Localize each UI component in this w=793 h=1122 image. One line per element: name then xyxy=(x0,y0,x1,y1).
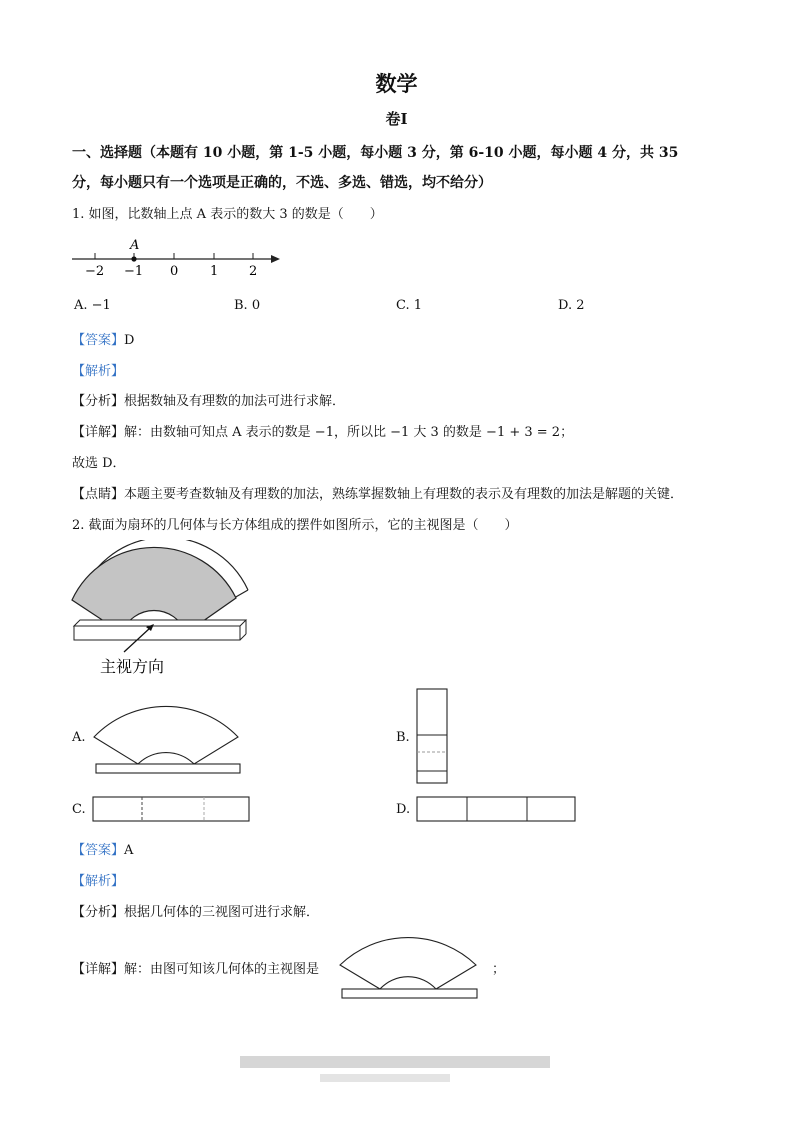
q1-stem: 1. 如图，比数轴上点 A 表示的数大 3 的数是（ ） xyxy=(72,207,383,222)
q2-answer xyxy=(72,839,133,858)
paper-label: 卷Ⅰ xyxy=(385,110,408,128)
tick-label: 2 xyxy=(249,264,258,279)
q2-stem: 2. 截面为扇环的几何体与长方体组成的摆件如图所示，它的主视图是（ ） xyxy=(72,518,518,533)
answer-tag: 【答案】 xyxy=(72,843,125,858)
tick-label: 0 xyxy=(170,264,179,279)
q2-option-d-figure xyxy=(416,796,578,824)
point-a-label: A xyxy=(130,238,140,253)
section-heading-line1: 一、选择题（本题有 10 小题，第 1-5 小题，每小题 3 分，第 6-10 小题，每小题 4 分，共 35 xyxy=(72,145,679,161)
q1-answer xyxy=(72,329,134,348)
q2-detail-figure xyxy=(338,925,482,1003)
q1-analysis-tag: 【解析】 xyxy=(72,364,125,379)
q1-option-c: C. 1 xyxy=(396,298,423,313)
q1-fenxi: 【分析】根据数轴及有理数的加法可进行求解． xyxy=(72,394,346,409)
q2-option-b-figure xyxy=(416,688,450,786)
q1-detail: 【详解】解：由数轴可知点 A 表示的数是 −1，所以比 −1 大 3 的数是 −1 + 3 = 2； xyxy=(72,425,574,440)
q2-detail-end: ； xyxy=(492,962,506,977)
q1-comment: 【点睛】本题主要考查数轴及有理数的加法，熟练掌握数轴上有理数的表示及有理数的加法是解题的关键． xyxy=(72,487,684,502)
q1-option-d: D. 2 xyxy=(558,298,585,313)
q1-number-line xyxy=(68,232,288,280)
footer-watermark-sub xyxy=(320,1074,450,1082)
tick-label: −1 xyxy=(124,264,144,279)
tick-label: 1 xyxy=(210,264,219,279)
answer-value: D xyxy=(124,333,135,348)
q2-fenxi: 【分析】根据几何体的三视图可进行求解． xyxy=(72,905,320,920)
q2-figure xyxy=(66,540,256,680)
q1-option-b: B. 0 xyxy=(234,298,261,313)
q1-option-a: A. −1 xyxy=(74,298,111,313)
q2-option-b-label: B. xyxy=(396,730,410,745)
point-a-dot xyxy=(131,256,136,261)
tick-label: −2 xyxy=(85,264,105,279)
q2-option-c-label: C. xyxy=(72,802,86,817)
q2-analysis-tag: 【解析】 xyxy=(72,874,125,889)
q2-detail: 【详解】解：由图可知该几何体的主视图是 xyxy=(72,962,320,977)
footer-watermark xyxy=(240,1056,550,1068)
answer-tag: 【答案】 xyxy=(72,333,125,348)
view-direction-caption: 主视方向 xyxy=(100,657,165,676)
answer-value: A xyxy=(124,843,134,858)
q2-option-a-label: A. xyxy=(72,730,86,745)
q2-option-c-figure xyxy=(92,796,252,824)
section-heading-line2: 分，每小题只有一个选项是正确的，不选、多选、错选，均不给分） xyxy=(72,175,492,191)
q2-option-d-label: D. xyxy=(396,802,411,817)
page-title: 数学 xyxy=(375,71,418,96)
q1-conclusion: 故选 D． xyxy=(72,456,126,471)
q2-option-a-figure xyxy=(92,695,244,777)
